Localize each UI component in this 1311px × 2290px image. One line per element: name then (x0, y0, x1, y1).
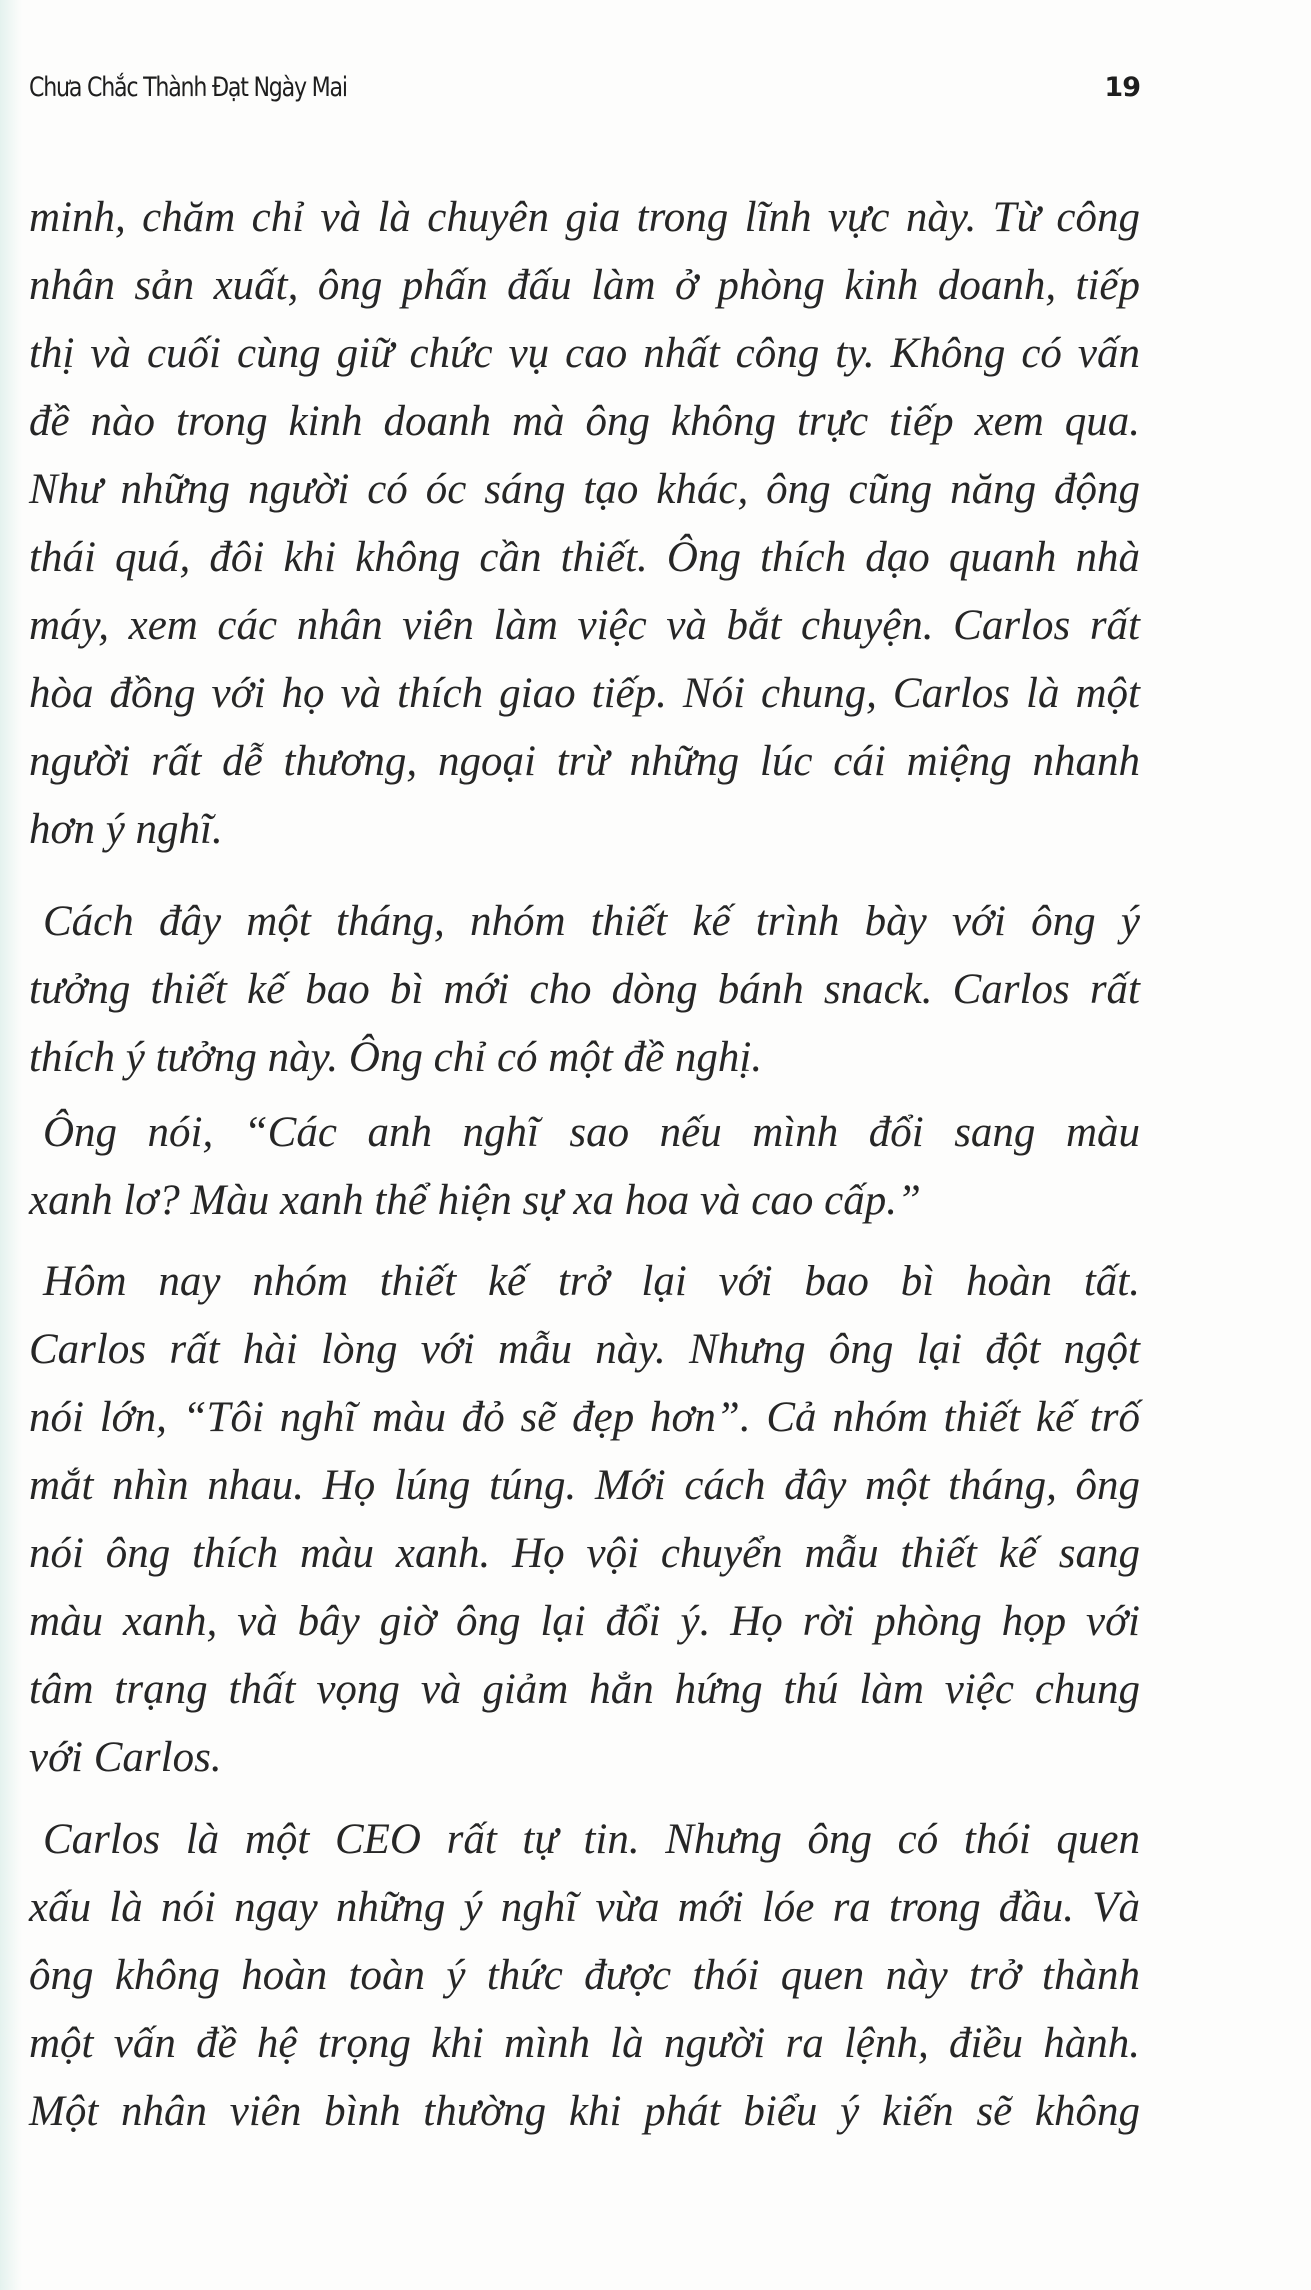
text-line: nói lớn, “Tôi nghĩ màu đỏ sẽ đẹp hơn”. Cả nhóm thiết kế trố (29, 1394, 1140, 1441)
running-header (29, 72, 1140, 112)
text-line: với Carlos. (29, 1734, 222, 1781)
text-line: hòa đồng với họ và thích giao tiếp. Nói chung, Carlos là một (29, 670, 1140, 717)
text-line: Ông nói, “Các anh nghĩ sao nếu mình đổi sang màu (43, 1109, 1140, 1156)
text-line: Một nhân viên bình thường khi phát biểu ý kiến sẽ không (29, 2088, 1140, 2135)
text-line: tưởng thiết kế bao bì mới cho dòng bánh snack. Carlos rất (29, 966, 1140, 1013)
text-line: Hôm nay nhóm thiết kế trở lại với bao bì hoàn tất. (43, 1258, 1140, 1305)
paragraph (29, 1099, 1140, 1235)
text-line: ông không hoàn toàn ý thức được thói quen này trở thành (29, 1952, 1140, 1999)
text-line: minh, chăm chỉ và là chuyên gia trong lĩnh vực này. Từ công (29, 194, 1140, 241)
text-line: nói ông thích màu xanh. Họ vội chuyển mẫu thiết kế sang (29, 1530, 1140, 1577)
text-line: xanh lơ? Màu xanh thể hiện sự xa hoa và cao cấp.” (29, 1177, 921, 1224)
page-number: 19 (1104, 72, 1140, 103)
text-line: một vấn đề hệ trọng khi mình là người ra lệnh, điều hành. (29, 2020, 1140, 2067)
text-line: nhân sản xuất, ông phấn đấu làm ở phòng kinh doanh, tiếp (29, 262, 1140, 309)
text-line: Carlos rất hài lòng với mẫu này. Nhưng ông lại đột ngột (29, 1326, 1140, 1373)
paragraph (29, 184, 1140, 864)
paragraph (29, 1248, 1140, 1792)
text-line: tâm trạng thất vọng và giảm hẳn hứng thú làm việc chung (29, 1666, 1140, 1713)
text-line: người rất dễ thương, ngoại trừ những lúc cái miệng nhanh (29, 738, 1140, 785)
book-title: Chưa Chắc Thành Đạt Ngày Mai (29, 72, 347, 103)
text-line: màu xanh, và bây giờ ông lại đổi ý. Họ rời phòng họp với (29, 1598, 1140, 1645)
text-line: Carlos là một CEO rất tự tin. Nhưng ông có thói quen (43, 1816, 1140, 1863)
text-line: Như những người có óc sáng tạo khác, ông cũng năng động (29, 466, 1140, 513)
scan-edge-tint (0, 0, 22, 2290)
text-line: thích ý tưởng này. Ông chỉ có một đề nghị. (29, 1034, 763, 1081)
text-line: máy, xem các nhân viên làm việc và bắt chuyện. Carlos rất (29, 602, 1140, 649)
text-line: thái quá, đôi khi không cần thiết. Ông thích dạo quanh nhà (29, 534, 1140, 581)
text-line: thị và cuối cùng giữ chức vụ cao nhất công ty. Không có vấn (29, 330, 1140, 377)
text-line: hơn ý nghĩ. (29, 806, 223, 853)
text-line: xấu là nói ngay những ý nghĩ vừa mới lóe ra trong đầu. Và (29, 1884, 1140, 1931)
paragraph (29, 888, 1140, 1092)
paragraph (29, 1806, 1140, 2146)
text-line: đề nào trong kinh doanh mà ông không trực tiếp xem qua. (29, 398, 1140, 445)
text-line: Cách đây một tháng, nhóm thiết kế trình bày với ông ý (43, 898, 1140, 945)
text-line: mắt nhìn nhau. Họ lúng túng. Mới cách đây một tháng, ông (29, 1462, 1140, 1509)
